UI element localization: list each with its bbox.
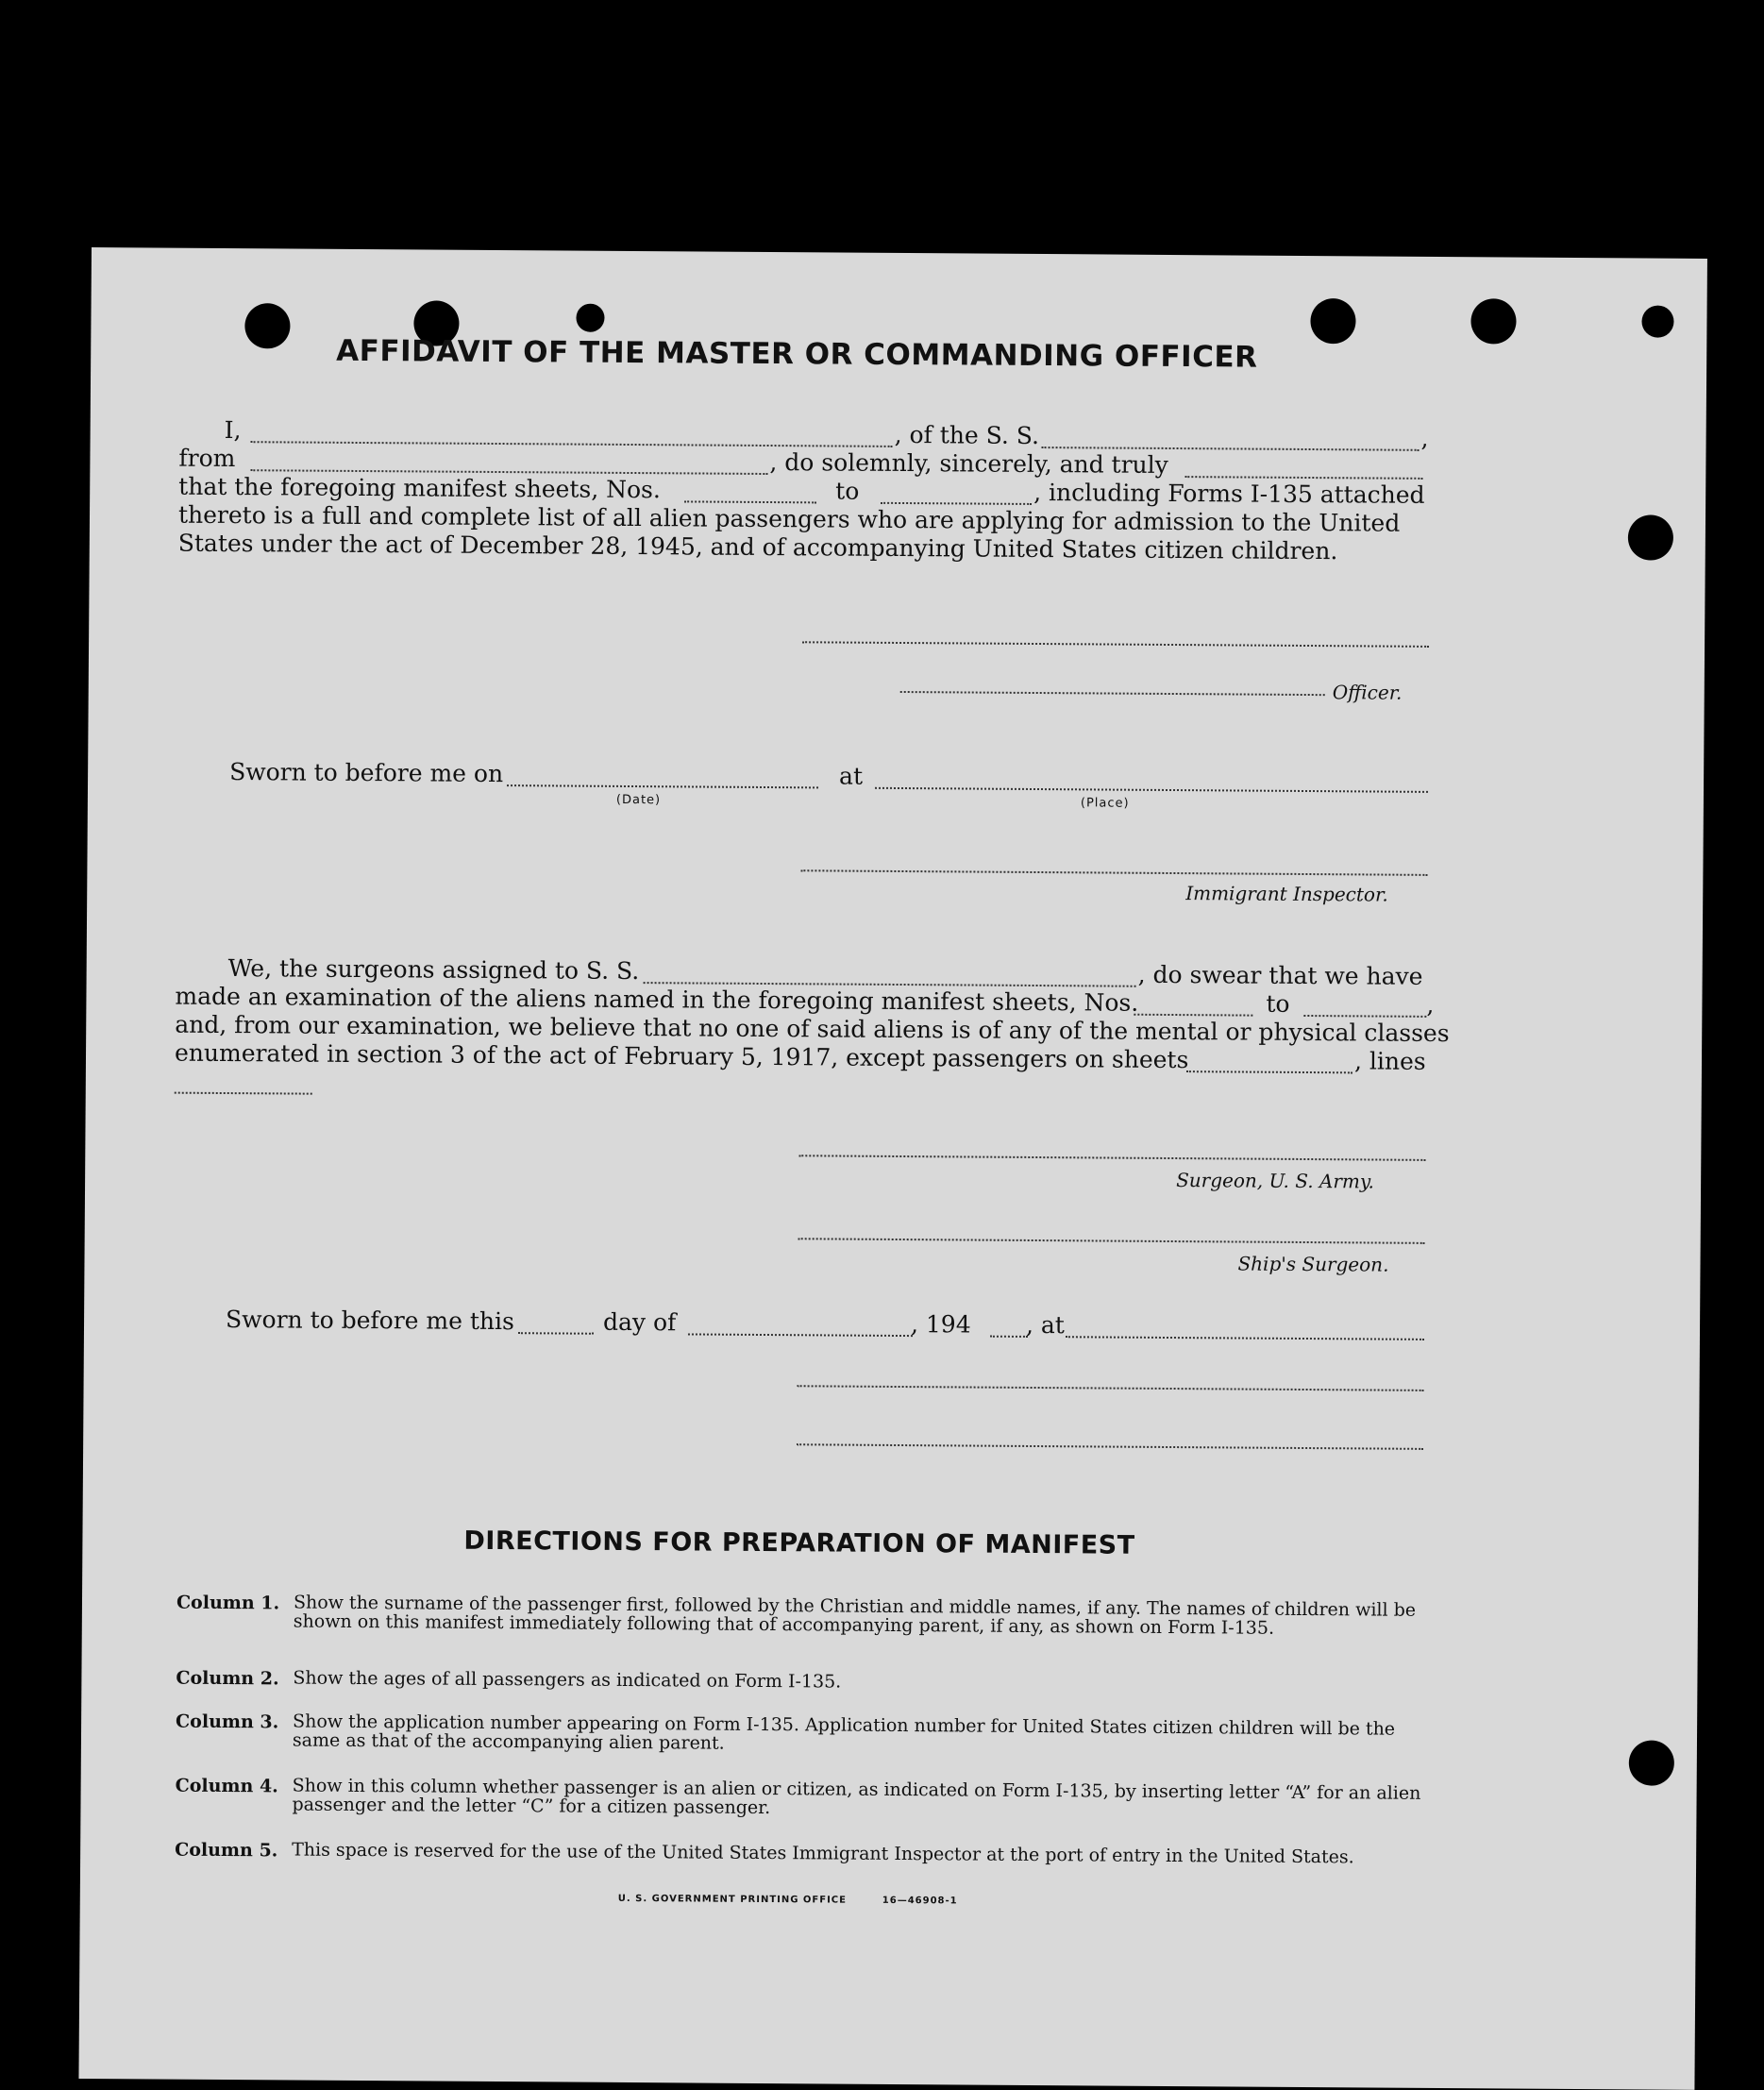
column-3-label: Column 3. — [176, 1711, 279, 1733]
officer-label: Officer. — [1332, 681, 1403, 704]
surgeons-sworn-c: , 194 — [910, 1310, 971, 1339]
punch-hole — [1628, 514, 1673, 560]
punch-hole — [1470, 298, 1516, 344]
exam-sheets-to-field[interactable] — [1303, 1015, 1426, 1018]
printer-imprint: U. S. GOVERNMENT PRINTING OFFICE — [617, 1893, 848, 1906]
column-5-text: This space is reserved for the use of the United States Immigrant Inspector at the port of entry in the United States. — [292, 1839, 1354, 1868]
affidavit-line3-b: to — [835, 477, 860, 505]
ship-surgeon-signature-line[interactable] — [798, 1238, 1425, 1244]
form-number: 16—46908-1 — [882, 1895, 958, 1907]
punch-hole — [1629, 1740, 1674, 1785]
sheets-to-field[interactable] — [881, 502, 1032, 505]
officer-field[interactable] — [900, 691, 1325, 696]
sworn-year-field[interactable] — [990, 1336, 1028, 1338]
column-2-label: Column 2. — [176, 1667, 279, 1690]
affidavit-line2-b: , do solemnly, sincerely, and truly — [769, 448, 1168, 479]
sheets-from-field[interactable] — [684, 500, 816, 503]
sworn-month-field[interactable] — [688, 1333, 913, 1337]
affidavit-title: AFFIDAVIT OF THE MASTER OR COMMANDING OFFICER — [336, 333, 1258, 375]
affidavit-line1-b: , of the S. S. — [894, 420, 1040, 450]
column-5-label: Column 5. — [175, 1839, 278, 1862]
punch-hole — [1641, 305, 1673, 337]
column-3-text: Show the application number appearing on Form I-135. Application number for United States citizen children will be the same as that of the accompanying alien parent. — [292, 1711, 1396, 1754]
affidavit-line4: thereto is a full and complete list of all alien passengers who are applying for admission to the United — [177, 500, 1401, 537]
column-4-text: Show in this column whether passenger is an alien or citizen, as indicated on Form I-135, by inserting letter “A” for an alien passenger and the letter “C” for a citizen passenger. — [292, 1775, 1421, 1819]
ship-surgeon-label: Ship's Surgeon. — [1237, 1252, 1389, 1276]
date-label: (Date) — [615, 792, 662, 808]
sworn-line-a: Sworn to before me on — [229, 758, 504, 788]
surgeons-line3: and, from our examination, we believe that no one of said aliens is of any of the mental or physical classes — [175, 1010, 1450, 1048]
inspector-signature-line[interactable] — [800, 869, 1427, 876]
affidavit-line1-a: I, — [224, 415, 242, 445]
sworn-place-field[interactable] — [875, 787, 1428, 793]
affidavit-line5: States under the act of December 28, 1945, and of accompanying United States citizen children. — [177, 529, 1338, 565]
army-surgeon-label: Surgeon, U. S. Army. — [1176, 1169, 1375, 1193]
surgeons-line2-b: to — [1266, 989, 1290, 1018]
exam-sheets-from-field[interactable] — [1134, 1014, 1252, 1017]
sworn-date-field[interactable] — [507, 784, 818, 788]
affidavit-line2-a: from — [178, 444, 236, 473]
punch-hole — [244, 303, 290, 348]
column-2-text: Show the ages of all passengers as indicated on Form I-135. — [293, 1667, 842, 1693]
sworn-at-field[interactable] — [1066, 1336, 1424, 1340]
column-4-label: Column 4. — [175, 1775, 278, 1797]
officer-title-line-2[interactable] — [797, 1443, 1423, 1450]
affidavit-line3-c: , including Forms I-135 attached — [1033, 478, 1425, 509]
manifest-page — [78, 247, 1707, 2090]
surgeons-line1-b: , do swear that we have — [1137, 960, 1423, 990]
column-1-text: Show the surname of the passenger first, followed by the Christian and middle names, if any. The names of children will be shown on this manifest immediately following that of accompanying parent, if any, as shown on Form I-135. — [293, 1592, 1417, 1639]
surgeons-sworn-d: , at — [1025, 1310, 1066, 1340]
affidavit-line3-a: that the foregoing manifest sheets, Nos. — [178, 472, 661, 504]
punch-hole — [576, 304, 604, 332]
signature-line[interactable] — [802, 641, 1429, 648]
affidavit-line1-c: , — [1420, 424, 1429, 452]
surgeons-line2-c: , — [1426, 990, 1435, 1019]
truly-field[interactable] — [1184, 476, 1422, 480]
army-surgeon-signature-line[interactable] — [798, 1155, 1425, 1161]
except-sheets-field[interactable] — [1186, 1070, 1352, 1073]
sworn-day-field[interactable] — [518, 1332, 594, 1335]
sworn-line-b: at — [839, 762, 864, 790]
directions-title: DIRECTIONS FOR PREPARATION OF MANIFEST — [463, 1525, 1135, 1560]
surgeons-line2-a: made an examination of the aliens named in the foregoing manifest sheets, Nos. — [175, 982, 1139, 1017]
officer-signature-line-2[interactable] — [798, 1385, 1424, 1391]
surgeons-sworn-b: day of — [602, 1307, 677, 1337]
surgeons-line4-a: enumerated in section 3 of the act of February 5, 1917, except passengers on sheets — [174, 1038, 1189, 1074]
punch-hole — [1310, 298, 1355, 344]
surgeons-line4-b: , lines — [1353, 1047, 1426, 1075]
master-name-field[interactable] — [251, 441, 893, 447]
surgeons-sworn-a: Sworn to before me this — [225, 1306, 515, 1336]
inspector-label: Immigrant Inspector. — [1185, 882, 1388, 906]
surgeons-line1-a: We, the surgeons assigned to S. S. — [227, 954, 640, 986]
except-lines-field[interactable] — [175, 1092, 312, 1095]
place-label: (Place) — [1080, 796, 1130, 811]
column-1-label: Column 1. — [176, 1592, 280, 1614]
